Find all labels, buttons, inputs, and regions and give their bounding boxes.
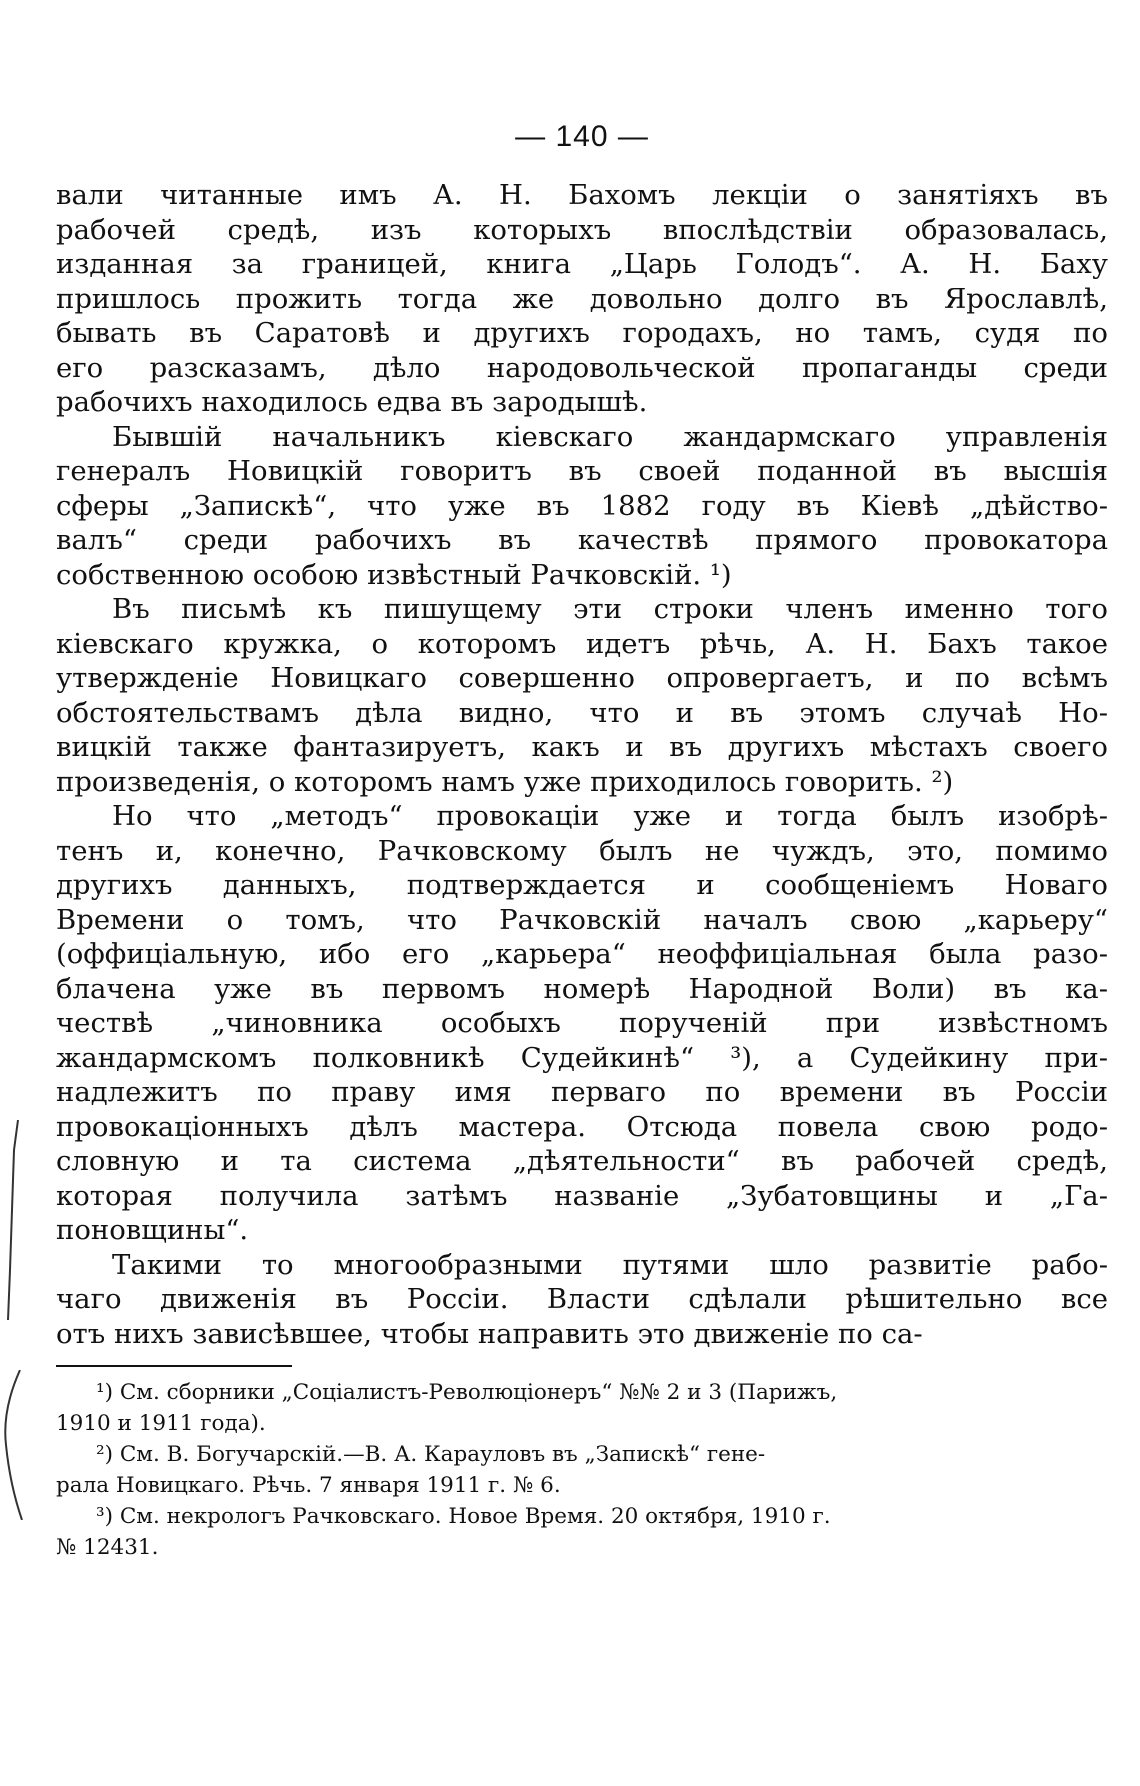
text-line: поновщины“. xyxy=(56,1214,249,1246)
text-line: кіевскаго кружка, о которомъ идетъ рѣчь, А. Н. Бахъ такое xyxy=(56,627,1108,660)
footnote-line xyxy=(56,1470,1108,1501)
text-line: Въ письмѣ къ пишущему эти строки членъ именно того xyxy=(112,593,1108,625)
paragraph xyxy=(56,592,1108,799)
text-line: которая получила затѣмъ названіе „Зубатовщины и „Га- xyxy=(56,1179,1108,1212)
footnotes xyxy=(56,1377,1108,1563)
text-line: произведенія, о которомъ намъ уже приходилось говорить. ²) xyxy=(56,765,954,798)
margin-bracket-mark-icon xyxy=(0,1370,24,1520)
footnote-line xyxy=(56,1501,1108,1532)
text-line: отъ нихъ зависѣвшее, чтобы направить это движеніе по са- xyxy=(56,1317,923,1350)
text-line: Времени о томъ, что Рачковскій началъ свою „карьеру“ xyxy=(56,903,1108,936)
document-page xyxy=(56,120,1108,1563)
text-line: чествѣ „чиновника особыхъ порученій при извѣстномъ xyxy=(56,1007,1108,1039)
footnote-marker: ¹) xyxy=(96,1380,120,1405)
text-line: чаго движенія въ Россіи. Власти сдѣлали рѣшительно все xyxy=(56,1283,1108,1315)
text-line: надлежитъ по праву имя перваго по времени въ Россіи xyxy=(56,1076,1108,1108)
footnote-text: рала Новицкаго. Рѣчь. 7 января 1911 г. № 6. xyxy=(56,1473,561,1498)
text-line: утвержденіе Новицкаго совершенно опровергаетъ, и по всѣмъ xyxy=(56,662,1108,694)
text-line: генералъ Новицкій говоритъ въ своей поданной въ высшія xyxy=(56,455,1108,487)
footnote xyxy=(56,1439,1108,1501)
footnote-line xyxy=(56,1532,1108,1563)
text-line: Бывшій начальникъ кіевскаго жандармскаго управленія xyxy=(112,420,1108,453)
text-line: обстоятельствамъ дѣла видно, что и въ этомъ случаѣ Но- xyxy=(56,696,1108,729)
text-line: пришлось прожить тогда же довольно долго въ Ярославлѣ, xyxy=(56,282,1108,315)
footnote xyxy=(56,1377,1108,1439)
text-line: (оффиціальную, ибо его „карьера“ неоффиціальная была разо- xyxy=(56,938,1108,970)
text-line: бывать въ Саратовѣ и другихъ городахъ, но тамъ, судя по xyxy=(56,317,1108,349)
paragraph xyxy=(56,799,1108,1248)
footnote-text: См. сборники „Соціалистъ-Революціонеръ“ №№ 2 и 3 (Парижъ, xyxy=(119,1380,838,1405)
footnote-marker: ³) xyxy=(96,1504,120,1529)
footnote-line xyxy=(56,1439,1108,1470)
footnote-rule xyxy=(56,1365,292,1367)
margin-pencil-mark-icon xyxy=(0,1120,24,1320)
paragraph xyxy=(56,1248,1108,1352)
text-line: рабочей средѣ, изъ которыхъ впослѣдствіи образовалась, xyxy=(56,213,1108,246)
text-line: провокаціонныхъ дѣлъ мастера. Отсюда повела свою родо- xyxy=(56,1110,1108,1143)
text-line: другихъ данныхъ, подтверждается и сообщеніемъ Новаго xyxy=(56,869,1108,901)
text-line: его разсказамъ, дѣло народовольческой пропаганды среди xyxy=(56,351,1108,384)
page-number: — 140 — xyxy=(515,120,649,153)
text-line: изданная за границей, книга „Царь Голодъ“. А. Н. Баху xyxy=(56,248,1108,280)
footnote xyxy=(56,1501,1108,1563)
text-line: вали читанные имъ А. Н. Бахомъ лекціи о занятіяхъ въ xyxy=(56,179,1108,211)
footnote-marker: ²) xyxy=(96,1442,120,1467)
text-line: валъ“ среди рабочихъ въ качествѣ прямого провокатора xyxy=(56,524,1108,556)
paragraph xyxy=(56,178,1108,420)
footnote-text: См. В. Богучарскій.—В. А. Карауловъ въ „Запискѣ“ гене- xyxy=(119,1442,766,1467)
text-line: жандармскомъ полковникѣ Судейкинѣ“ ³), а Судейкину при- xyxy=(56,1041,1108,1074)
text-line: словную и та система „дѣятельности“ въ рабочей средѣ, xyxy=(56,1145,1108,1177)
text-line: Но что „методъ“ провокаціи уже и тогда былъ изобрѣ- xyxy=(112,800,1108,832)
text-line: тенъ и, конечно, Рачковскому былъ не чуждъ, это, помимо xyxy=(56,834,1108,867)
footnote-text: 1910 и 1911 года). xyxy=(56,1411,266,1436)
body-text xyxy=(56,178,1108,1351)
text-line: сферы „Запискѣ“, что уже въ 1882 году въ Кіевѣ „дѣйство- xyxy=(56,489,1108,522)
footnote-text: См. некрологъ Рачковскаго. Новое Время. 20 октября, 1910 г. xyxy=(119,1504,831,1529)
text-line: вицкій также фантазируетъ, какъ и въ другихъ мѣстахъ своего xyxy=(56,731,1108,763)
text-line: блачена уже въ первомъ номерѣ Народной Воли) въ ка- xyxy=(56,972,1108,1005)
text-line: собственною особою извѣстный Рачковскій. ¹) xyxy=(56,558,732,591)
text-line: Такими то многообразными путями шло развитіе рабо- xyxy=(112,1248,1108,1281)
paragraph xyxy=(56,420,1108,593)
text-line: рабочихъ находилось едва въ зародышѣ. xyxy=(56,386,648,418)
footnote-line xyxy=(56,1377,1108,1408)
footnote-line xyxy=(56,1408,1108,1439)
footnote-text: № 12431. xyxy=(56,1535,159,1560)
